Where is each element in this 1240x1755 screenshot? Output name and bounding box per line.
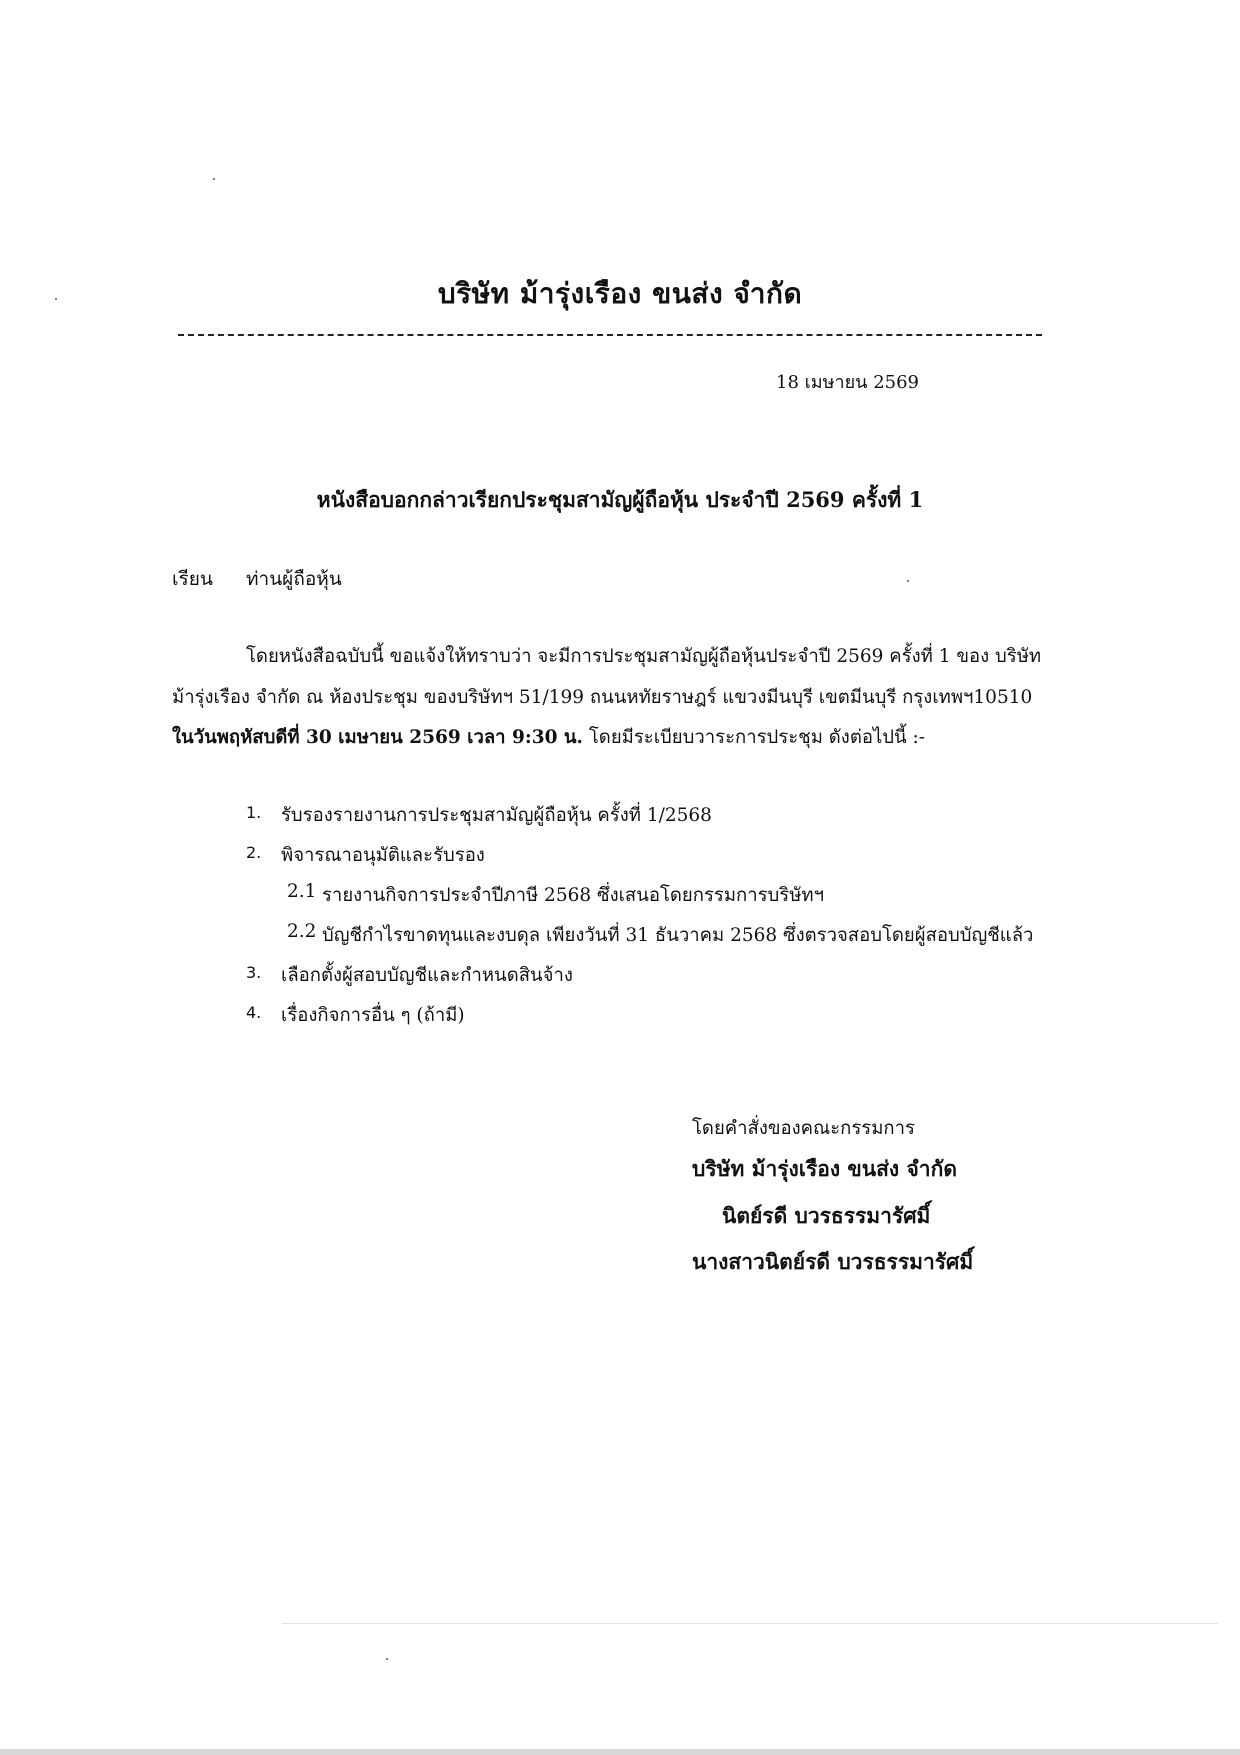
by-order-line: โดยคำสั่งของคณะกรรมการ	[692, 1118, 915, 1139]
document-date: 18 เมษายน 2569	[776, 372, 919, 393]
agenda-item-text: พิจารณาอนุมัติและรับรอง	[281, 845, 485, 866]
body-line-1: โดยหนังสือฉบับนี้ ขอแจ้งให้ทราบว่า จะมีการประชุมสามัญผู้ถือหุ้นประจำปี 2569 ครั้งที่ 1 ของ บริษัท	[246, 646, 1042, 667]
agenda-item-text: รับรองรายงานการประชุมสามัญผู้ถือหุ้น ครั้งที่ 1/2568	[281, 805, 712, 826]
agenda-item-number: 3.	[246, 963, 262, 982]
agenda-item	[246, 843, 261, 862]
salutation-label: เรียน	[172, 568, 213, 590]
agenda-subitem-number: 2.2	[287, 921, 317, 942]
salutation-recipient: ท่านผู้ถือหุ้น	[246, 568, 342, 590]
body-line-3	[172, 723, 925, 752]
agenda-item-text: เลือกตั้งผู้สอบบัญชีและกำหนดสินจ้าง	[281, 965, 573, 986]
body-line-2: ม้ารุ่งเรือง จำกัด ณ ห้องประชุม ของบริษัทฯ 51/199 ถนนหทัยราษฎร์ แขวงมีนบุรี เขตมีนบุรี กรุงเทพฯ10510	[172, 687, 1033, 708]
document-title: หนังสือบอกกล่าวเรียกประชุมสามัญผู้ถือหุ้น ประจำปี 2569 ครั้งที่ 1	[316, 487, 924, 512]
agenda-item	[246, 1003, 261, 1022]
header-divider	[178, 334, 1042, 336]
agenda-item-number: 4.	[246, 1003, 262, 1022]
agenda-item	[246, 803, 261, 822]
signature-name: นิตย์รดี บวรธรรมารัศมิ์	[722, 1203, 931, 1228]
agenda-intro: โดยมีระเบียบวาระการประชุม ดังต่อไปนี้ :-	[582, 727, 926, 748]
agenda-item-text: เรื่องกิจการอื่น ๆ (ถ้ามี)	[281, 1005, 465, 1026]
scan-speck	[213, 178, 215, 180]
agenda-subitem-number: 2.1	[287, 881, 317, 902]
signature-company: บริษัท ม้ารุ่งเรือง ขนส่ง จำกัด	[692, 1156, 957, 1181]
scan-edge-line	[282, 1623, 1218, 1624]
meeting-datetime: ในวันพฤหัสบดีที่ 30 เมษายน 2569 เวลา 9:30 น.	[172, 727, 583, 748]
scan-speck	[386, 1658, 388, 1660]
scan-speck	[55, 298, 57, 300]
agenda-item-number: 1.	[246, 803, 262, 822]
agenda-item	[246, 963, 261, 982]
agenda-item-number: 2.	[246, 843, 262, 862]
scan-speck	[907, 580, 909, 582]
agenda-subitem-text: รายงานกิจการประจำปีภาษี 2568 ซึ่งเสนอโดยกรรมการบริษัทฯ	[322, 885, 825, 906]
signatory-full-name: นางสาวนิตย์รดี บวรธรรมารัศมิ์	[692, 1249, 974, 1274]
scan-bottom-edge	[0, 1749, 1240, 1755]
agenda-subitem-text: บัญชีกำไรขาดทุนและงบดุล เพียงวันที่ 31 ธันวาคม 2568 ซึ่งตรวจสอบโดยผู้สอบบัญชีแล้ว	[322, 925, 1034, 946]
company-name: บริษัท ม้ารุ่งเรือง ขนส่ง จำกัด	[437, 277, 803, 310]
